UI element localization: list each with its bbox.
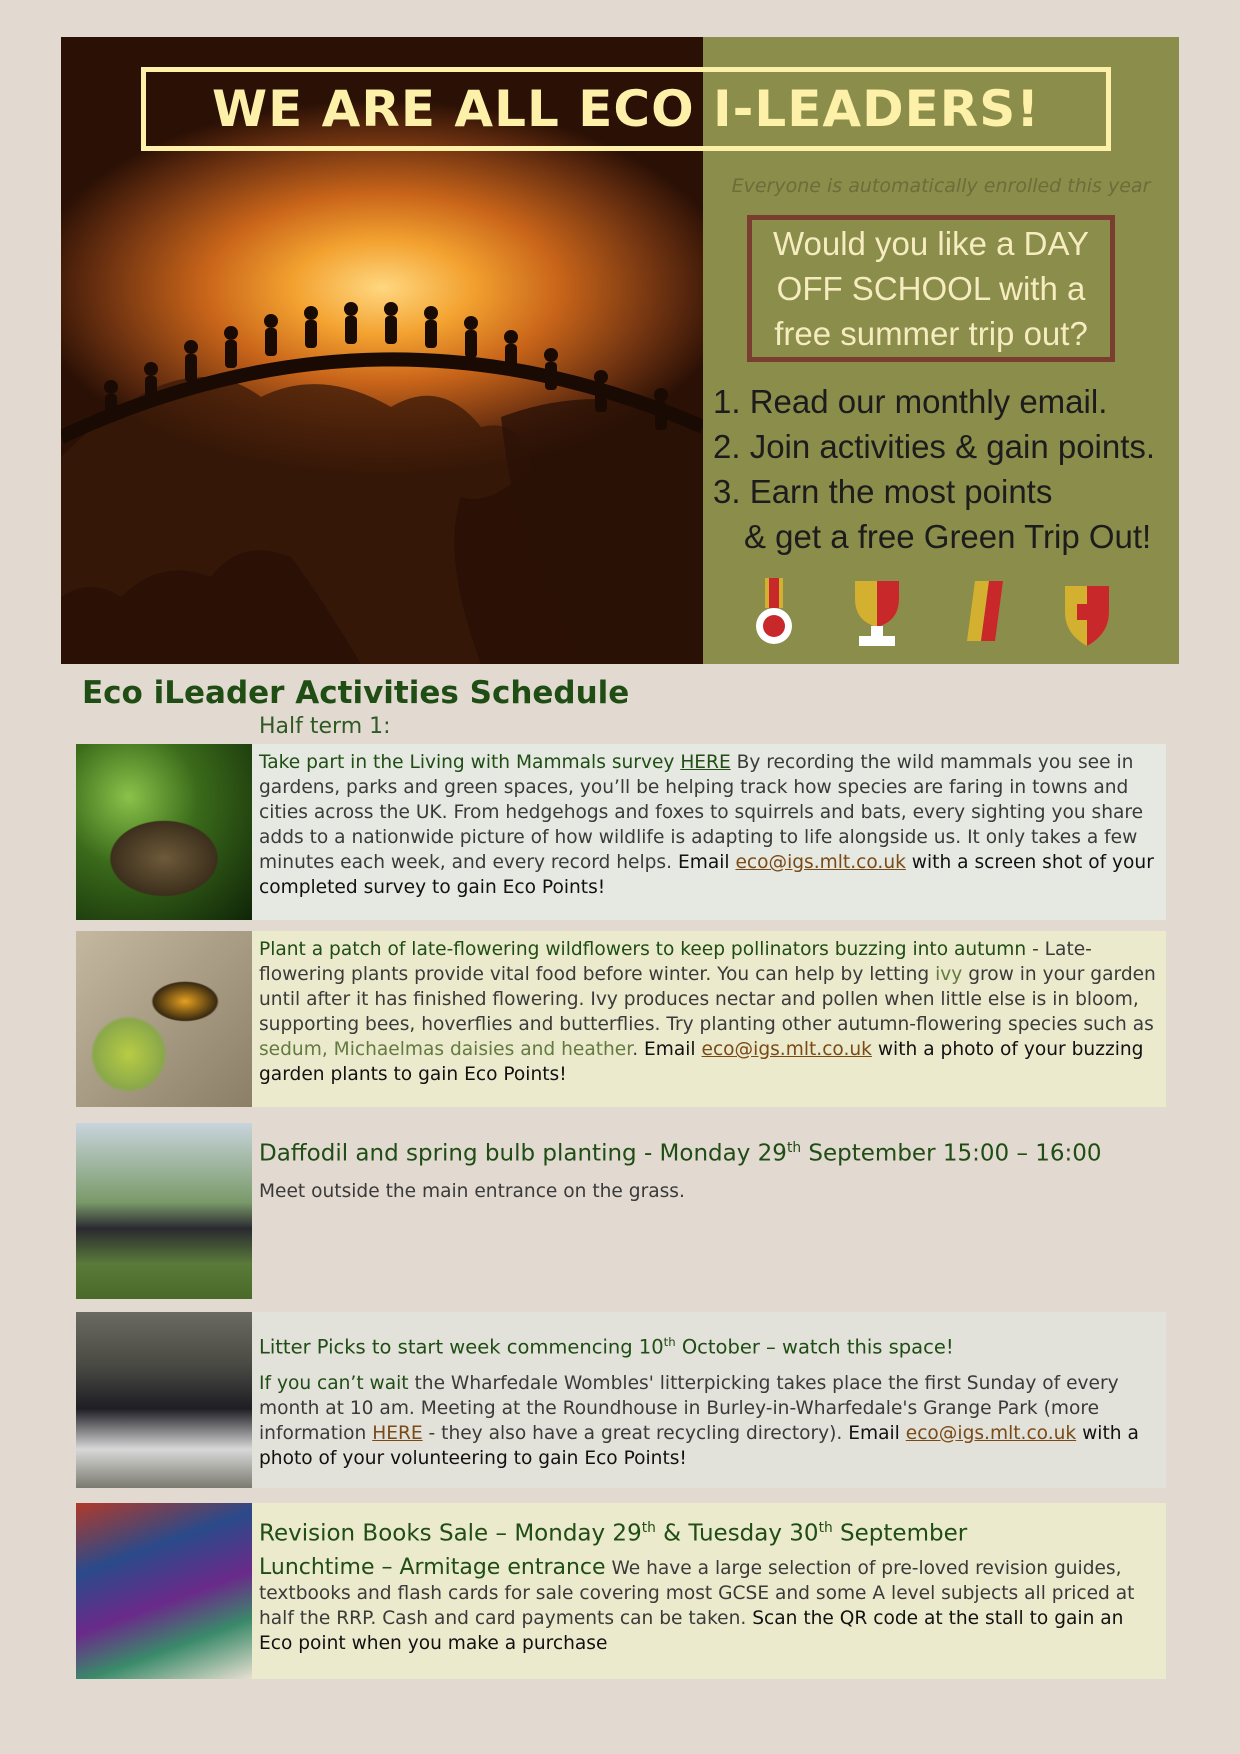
step-2: 2. Join activities & gain points. xyxy=(713,428,1156,465)
card-body xyxy=(252,931,1166,1107)
activity-card-books xyxy=(76,1503,1166,1679)
trophy-icon xyxy=(855,581,899,646)
email-instruction: with a photo of your volunteering to gain Eco Points! xyxy=(259,1422,1139,1469)
email-prefix: Email xyxy=(848,1422,906,1444)
info-link[interactable]: HERE xyxy=(372,1422,423,1444)
revision-books-photo xyxy=(76,1503,252,1679)
banner xyxy=(61,37,1179,664)
step-1: 1. Read our monthly email. xyxy=(713,383,1108,420)
card-text: - Late-flowering plants provide vital food before winter. You can help by letting xyxy=(259,939,1092,985)
hedgehog-photo xyxy=(76,744,252,920)
half-term-label: Half term 1: xyxy=(259,714,391,739)
card-body xyxy=(252,1312,1166,1488)
card-text-2: - they also have a great recycling directory). xyxy=(422,1422,849,1444)
card-text: Meet outside the main entrance on the grass. xyxy=(259,1180,685,1202)
card-text: By recording the wild mammals you see in gardens, parks and green spaces, you’ll be helping track how species are faring in towns and cities across the UK. From hedgehogs and foxes to squirrels and bats, every sighting you share adds to a nationwide picture of how wildlife is adapting to life alongside us. It only takes a few minutes each week, and every record helps. xyxy=(259,752,1144,873)
survey-link[interactable]: HERE xyxy=(680,752,731,773)
activity-card-litter xyxy=(76,1312,1166,1488)
step-3-continued: & get a free Green Trip Out! xyxy=(744,518,1152,555)
card-lead: Plant a patch of late-flowering wildflowers to keep pollinators buzzing into autumn xyxy=(259,939,1027,960)
card-heading: Litter Picks to start week commencing 10th October – watch this space! xyxy=(259,1335,954,1359)
step-3: 3. Earn the most points xyxy=(713,473,1053,510)
award-icons xyxy=(745,576,1145,651)
email-link[interactable]: eco@igs.mlt.co.uk xyxy=(701,1039,872,1060)
card-text-3: . xyxy=(632,1039,645,1060)
students-planting-photo xyxy=(76,1123,252,1299)
email-instruction: with a photo of your buzzing garden plants to gain Eco Points! xyxy=(259,1039,1144,1085)
card-body xyxy=(252,1123,1166,1299)
email-link[interactable]: eco@igs.mlt.co.uk xyxy=(735,852,906,873)
email-prefix: Email xyxy=(677,852,736,873)
card-lead: Lunchtime – Armitage entrance xyxy=(259,1554,606,1580)
ribbon-icon xyxy=(967,581,1003,641)
card-lead: Take part in the Living with Mammals survey xyxy=(259,752,681,773)
email-link[interactable]: eco@igs.mlt.co.uk xyxy=(905,1422,1077,1444)
schedule-title: Eco iLeader Activities Schedule xyxy=(82,675,630,711)
activity-card-mammals xyxy=(76,744,1166,920)
ivy-highlight: ivy xyxy=(935,964,963,985)
page-title: WE ARE ALL ECO I-LEADERS! xyxy=(211,80,1041,138)
medal-icon xyxy=(756,578,792,644)
activity-card-wildflowers xyxy=(76,931,1166,1107)
card-heading: Revision Books Sale – Monday 29th & Tuesday 30th September xyxy=(259,1520,968,1547)
qr-instruction: Scan the QR code at the stall to gain an Eco point when you make a purchase xyxy=(259,1607,1124,1654)
card-heading: Daffodil and spring bulb planting - Monday 29th September 15:00 – 16:00 xyxy=(259,1140,1102,1167)
email-prefix: Email xyxy=(644,1039,702,1060)
email-instruction: with a screen shot of your completed survey to gain Eco Points! xyxy=(259,852,1154,898)
card-text: We have a large selection of pre-loved revision guides, textbooks and flash cards for sale covering most GCSE and some A level subjects all priced at half the RRP. Cash and card payments can be taken. xyxy=(259,1557,1135,1629)
card-text: the Wharfedale Wombles' litterpicking takes place the first Sunday of every month at 10 am. Meeting at the Roundhouse in Burley-in-Wharfedale's Grange Park (more information xyxy=(259,1372,1119,1444)
card-paragraph xyxy=(259,1371,1159,1471)
litter-pick-photo xyxy=(76,1312,252,1488)
activity-card-daffodil xyxy=(76,1123,1166,1299)
enrolled-note: Everyone is automatically enrolled this year xyxy=(731,175,1151,197)
bee-photo xyxy=(76,931,252,1107)
card-body xyxy=(252,744,1166,920)
card-text-2: grow in your garden until after it has finished flowering. Ivy produces nectar and pollen when little else is in bloom, supporting bees, hoverflies and butterflies. Try planting other autumn-flowering species such as xyxy=(259,964,1156,1035)
steps-list xyxy=(713,379,1183,559)
day-off-callout: Would you like a DAY OFF SCHOOL with a free summer trip out? xyxy=(747,215,1115,362)
title-box xyxy=(141,67,1111,151)
species-highlight: sedum, Michaelmas daisies and heather xyxy=(259,1039,633,1060)
card-body xyxy=(252,1503,1166,1679)
shield-icon xyxy=(1065,586,1109,646)
card-lead: If you can’t wait xyxy=(259,1372,409,1394)
card-paragraph xyxy=(259,1555,1159,1656)
